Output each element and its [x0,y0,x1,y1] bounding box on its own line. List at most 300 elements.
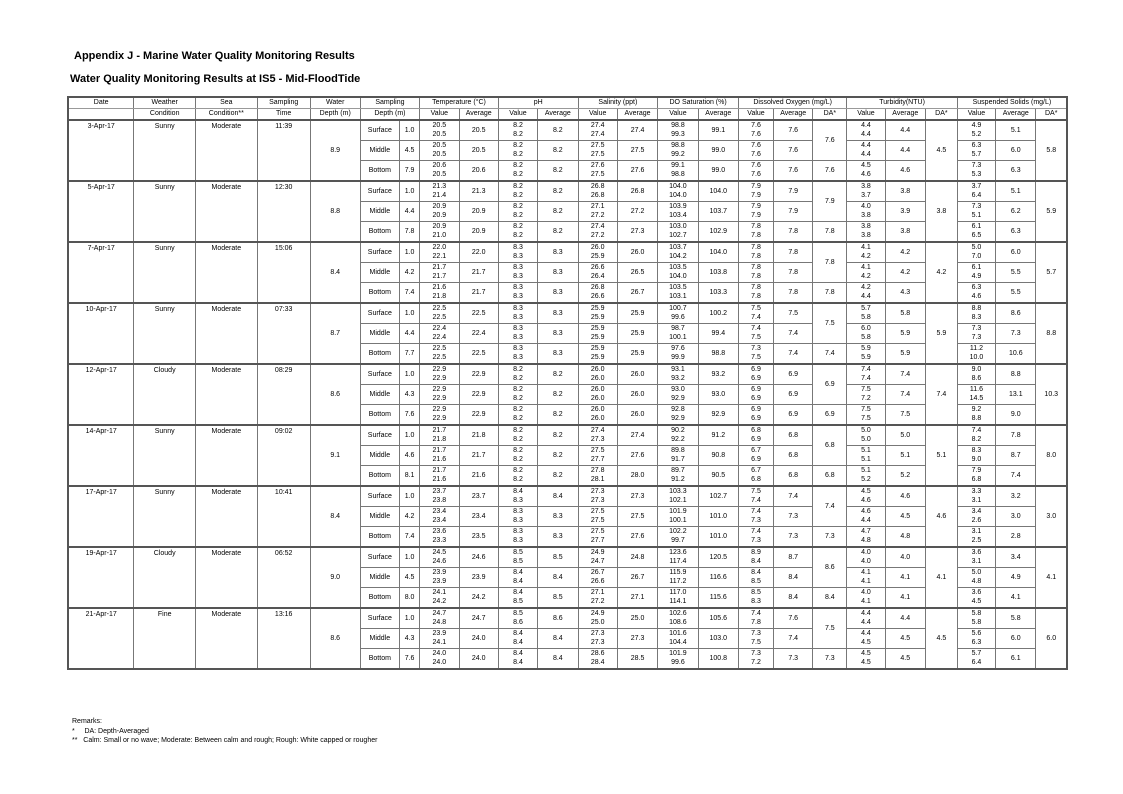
cell-turbidity-values [847,405,885,426]
cell-dissolved-oxygen-average: 6.9 [774,364,813,385]
cell-do-saturation-average: 99.1 [698,120,738,141]
cell-turbidity-average: 4.4 [885,141,925,161]
cell-level-name: Middle [360,202,399,222]
cell-ph-values-2: 8.6 [513,619,523,626]
table-row [68,181,1067,202]
cell-ph-values-1: 8.2 [513,142,523,149]
cell-do-saturation-values-2: 93.2 [671,375,685,382]
cell-do-saturation-values [658,202,698,222]
cell-do-saturation-values [658,242,698,263]
cell-salinity-average: 27.3 [617,629,657,649]
cell-water-depth: 8.4 [310,486,360,547]
cell-temp-values-1: 21.7 [432,264,447,271]
cell-ph-values [498,263,537,283]
cell-dissolved-oxygen-values-1: 7.9 [751,183,761,190]
cell-level-name: Surface [360,120,399,141]
cell-dissolved-oxygen-average: 8.4 [774,588,813,609]
cell-turbidity-values [847,446,885,466]
cell-salinity-values-2: 25.0 [590,619,605,626]
cell-dissolved-oxygen-values [738,425,773,446]
cell-ss-values-1: 5.0 [971,569,982,576]
cell-temp-values-2: 20.5 [432,151,447,158]
cell-turbidity-average: 5.1 [885,446,925,466]
cell-turbidity-values-1: 4.2 [861,284,871,291]
cell-turbidity-values-1: 4.6 [861,508,871,515]
header-weather: Weather [134,97,196,109]
cell-temp-values [420,222,459,243]
cell-do-saturation-average: 116.6 [698,568,738,588]
cell-ss-average: 5.8 [996,608,1036,629]
cell-turbidity-average: 7.5 [885,405,925,426]
cell-salinity-values-2: 25.9 [590,354,605,361]
cell-ph-average: 8.6 [538,608,578,629]
cell-ph-average: 8.3 [538,263,578,283]
cell-dissolved-oxygen-values-2: 7.9 [751,192,761,199]
header-sampling-depth: Sampling [360,97,420,109]
remarks-line-2: ** Calm: Small or no wave; Moderate: Between calm and rough; Rough: White capped or rougher [72,737,378,744]
cell-ss-values [957,446,995,466]
header-turbidity: Turbidity(NTU) [847,97,958,109]
cell-temp-values [420,364,459,385]
cell-ss-da: 6.0 [1036,608,1067,669]
cell-level-name: Bottom [360,466,399,487]
cell-ph-values-1: 8.4 [513,630,523,637]
cell-ss-values [957,588,995,609]
cell-ss-values-1: 5.0 [971,244,982,251]
cell-ph-average: 8.4 [538,568,578,588]
cell-temp-average: 21.7 [459,283,498,304]
cell-turbidity-average: 4.4 [885,120,925,141]
cell-level-depth: 1.0 [400,547,420,568]
cell-level-depth: 4.5 [400,141,420,161]
cell-sampling-time: 12:30 [257,181,310,242]
cell-ph-values-1: 8.2 [513,223,523,230]
cell-do-saturation-values [658,324,698,344]
cell-turbidity-average: 4.5 [885,629,925,649]
cell-level-depth: 4.6 [400,446,420,466]
cell-ph-values [498,466,537,487]
cell-ph-values [498,547,537,568]
cell-level-name: Bottom [360,222,399,243]
cell-salinity-values-1: 26.6 [590,264,605,271]
cell-salinity-values [578,527,617,548]
cell-ss-values-2: 5.8 [971,619,982,626]
cell-do-saturation-values-2: 117.4 [669,558,687,565]
cell-level-name: Bottom [360,588,399,609]
cell-turbidity-values-2: 5.1 [861,456,871,463]
cell-do-saturation-average: 103.7 [698,202,738,222]
cell-temp-values-2: 24.0 [432,659,447,666]
cell-salinity-values-1: 27.4 [590,122,605,129]
cell-ph-average: 8.3 [538,242,578,263]
cell-ss-values-2: 4.8 [971,578,982,585]
cell-ss-values-1: 4.9 [971,122,982,129]
cell-ph-values-1: 8.2 [513,386,523,393]
cell-do-saturation-values-1: 97.6 [671,345,685,352]
cell-ss-values [957,161,995,182]
cell-do-saturation-values-2: 99.7 [671,537,685,544]
cell-salinity-values [578,141,617,161]
cell-temp-values [420,568,459,588]
cell-turbidity-values-2: 4.1 [861,578,871,585]
cell-ss-da: 5.9 [1036,181,1067,242]
cell-do-saturation-values-1: 103.5 [669,264,687,271]
cell-ph-values [498,588,537,609]
cell-salinity-values-1: 27.5 [590,142,605,149]
cell-ss-values [957,303,995,324]
table-row [68,608,1067,629]
cell-ss-values-1: 6.3 [971,142,982,149]
cell-level-name: Bottom [360,283,399,304]
cell-salinity-values-1: 27.6 [590,162,605,169]
cell-do-saturation-values [658,385,698,405]
cell-do-saturation-values-2: 91.7 [671,456,685,463]
cell-level-depth: 1.0 [400,181,420,202]
cell-salinity-values-1: 26.0 [590,406,605,413]
cell-do-saturation-values-1: 103.9 [669,203,687,210]
cell-salinity-values [578,405,617,426]
cell-dissolved-oxygen-values-1: 6.8 [751,427,761,434]
cell-salinity-values-1: 27.1 [590,203,605,210]
cell-dissolved-oxygen-values [738,527,773,548]
cell-ss-average: 5.1 [996,181,1036,202]
cell-dissolved-oxygen-values [738,568,773,588]
cell-salinity-values-1: 27.3 [590,488,605,495]
cell-dissolved-oxygen-values [738,161,773,182]
cell-turbidity-average: 5.9 [885,344,925,365]
cell-do-saturation-values [658,344,698,365]
cell-turbidity-da: 7.4 [925,364,957,425]
cell-temp-values [420,588,459,609]
cell-ss-values [957,466,995,487]
cell-do-saturation-values-2: 103.4 [669,212,687,219]
cell-temp-values-1: 24.1 [432,589,447,596]
cell-salinity-values [578,222,617,243]
cell-ss-values [957,527,995,548]
cell-salinity-values-2: 27.7 [590,537,605,544]
cell-dissolved-oxygen-average: 6.8 [774,425,813,446]
cell-level-depth: 4.3 [400,629,420,649]
cell-ss-values [957,405,995,426]
cell-turbidity-values-2: 5.8 [861,314,871,321]
cell-temp-values [420,344,459,365]
cell-salinity-average: 27.4 [617,425,657,446]
cell-ph-average: 8.4 [538,486,578,507]
cell-ph-values [498,303,537,324]
cell-ss-average: 3.4 [996,547,1036,568]
page-title: Appendix J - Marine Water Quality Monitoring Results [74,50,355,62]
cell-salinity-values-2: 27.2 [590,232,605,239]
cell-turbidity-values [847,303,885,324]
cell-dissolved-oxygen-values-1: 7.6 [751,122,761,129]
cell-salinity-values-2: 26.0 [590,395,605,402]
header-ph: pH [498,97,578,109]
cell-turbidity-values-2: 5.0 [861,436,871,443]
cell-ss-values [957,364,995,385]
cell-level-depth: 1.0 [400,486,420,507]
cell-salinity-values-2: 27.2 [590,212,605,219]
cell-do-saturation-values-2: 100.1 [669,334,687,341]
cell-ss-values-2: 6.4 [971,659,982,666]
cell-weather: Fine [134,608,196,669]
cell-ss-values-2: 9.0 [971,456,982,463]
cell-dissolved-oxygen-values-1: 7.4 [751,325,761,332]
cell-turbidity-values [847,527,885,548]
cell-dissolved-oxygen-values [738,608,773,629]
cell-do-saturation-average: 90.5 [698,466,738,487]
cell-do-saturation-values-2: 102.7 [669,232,687,239]
cell-do-saturation-values-1: 101.9 [669,650,687,657]
water-quality-table [67,96,1068,670]
cell-temp-values [420,547,459,568]
cell-dissolved-oxygen-values-2: 7.6 [751,151,761,158]
cell-turbidity-values [847,181,885,202]
cell-ss-average: 6.1 [996,649,1036,670]
cell-sea-condition: Moderate [196,547,258,608]
cell-level-name: Middle [360,385,399,405]
cell-do-saturation-values-2: 91.2 [671,476,685,483]
cell-do-saturation-values-1: 104.0 [669,183,687,190]
cell-dissolved-oxygen-values [738,202,773,222]
cell-ss-average: 10.6 [996,344,1036,365]
cell-salinity-values-1: 26.8 [590,284,605,291]
cell-turbidity-da: 4.2 [925,242,957,303]
cell-do-saturation-values-1: 123.6 [669,549,687,556]
cell-ph-values-2: 8.2 [513,456,523,463]
cell-turbidity-values-2: 4.0 [861,558,871,565]
cell-temp-average: 22.9 [459,405,498,426]
cell-level-name: Surface [360,242,399,263]
cell-do-saturation-values-1: 115.9 [669,569,687,576]
cell-dissolved-oxygen-average: 7.8 [774,283,813,304]
cell-ss-da: 4.1 [1036,547,1067,608]
cell-temp-average: 21.6 [459,466,498,487]
cell-turbidity-average: 5.8 [885,303,925,324]
cell-turbidity-values [847,364,885,385]
cell-salinity-values-2: 27.2 [590,598,605,605]
cell-salinity-values-2: 27.4 [590,131,605,138]
cell-do-saturation-values-2: 99.3 [671,131,685,138]
cell-temp-average: 20.9 [459,202,498,222]
cell-temp-values-1: 20.5 [432,142,447,149]
cell-do-saturation-values-2: 98.8 [671,171,685,178]
cell-turbidity-values-2: 3.7 [861,192,871,199]
cell-ph-values [498,425,537,446]
cell-ss-average: 3.2 [996,486,1036,507]
cell-salinity-values-1: 26.0 [590,366,605,373]
cell-temp-values-2: 22.9 [432,395,447,402]
cell-do-saturation-values-1: 98.8 [671,122,685,129]
cell-salinity-average: 25.9 [617,344,657,365]
cell-do-saturation-values-2: 92.9 [671,415,685,422]
cell-dissolved-oxygen-values [738,120,773,141]
cell-ph-values-1: 8.3 [513,284,523,291]
cell-level-depth: 1.0 [400,425,420,446]
cell-ph-values [498,222,537,243]
cell-ph-values-2: 8.3 [513,354,523,361]
cell-ss-values [957,242,995,263]
cell-dissolved-oxygen-values-2: 7.8 [751,232,761,239]
cell-turbidity-values-1: 4.4 [861,610,871,617]
cell-ss-values [957,181,995,202]
cell-ss-average: 5.1 [996,120,1036,141]
cell-level-depth: 1.0 [400,242,420,263]
table-row [68,486,1067,507]
cell-level-depth: 8.1 [400,466,420,487]
cell-salinity-values-1: 25.9 [590,305,605,312]
cell-turbidity-da: 4.5 [925,608,957,669]
cell-ph-values-1: 8.3 [513,325,523,332]
cell-salinity-values-1: 27.4 [590,427,605,434]
cell-salinity-values [578,385,617,405]
cell-temp-values-2: 23.8 [432,497,447,504]
cell-ph-average: 8.2 [538,120,578,141]
cell-weather: Sunny [134,425,196,486]
cell-ph-values-1: 8.3 [513,244,523,251]
header-suspended-solids: Suspended Solids (mg/L) [957,97,1067,109]
cell-temp-values [420,242,459,263]
cell-dissolved-oxygen-values-2: 7.5 [751,354,761,361]
cell-turbidity-values-1: 7.5 [861,386,871,393]
cell-dissolved-oxygen-values [738,303,773,324]
cell-ss-average: 6.0 [996,141,1036,161]
cell-ss-values-2: 6.5 [971,232,982,239]
cell-temp-values-2: 24.1 [432,639,447,646]
cell-dissolved-oxygen-values [738,263,773,283]
cell-temp-values [420,385,459,405]
cell-salinity-values-1: 24.9 [590,610,605,617]
cell-level-name: Surface [360,364,399,385]
cell-ph-average: 8.3 [538,344,578,365]
cell-dissolved-oxygen-values-1: 8.9 [751,549,761,556]
cell-salinity-values-2: 26.6 [590,578,605,585]
cell-do-saturation-values-1: 99.1 [671,162,685,169]
cell-turbidity-values-2: 4.6 [861,497,871,504]
cell-dissolved-oxygen-values-2: 7.8 [751,619,761,626]
cell-do-saturation-average: 100.2 [698,303,738,324]
cell-ss-values-2: 7.3 [971,334,982,341]
cell-dissolved-oxygen-average: 7.8 [774,242,813,263]
cell-ss-average: 6.3 [996,222,1036,243]
cell-salinity-values [578,161,617,182]
cell-salinity-average: 28.0 [617,466,657,487]
cell-dissolved-oxygen-values-2: 8.3 [751,598,761,605]
table-row [68,303,1067,324]
cell-ph-values-2: 8.3 [513,253,523,260]
cell-ph-values-1: 8.4 [513,569,523,576]
cell-temp-average: 23.7 [459,486,498,507]
cell-do-saturation-average: 104.0 [698,181,738,202]
cell-temp-average: 20.6 [459,161,498,182]
cell-dissolved-oxygen-values-2: 7.3 [751,537,761,544]
cell-turbidity-average: 4.6 [885,161,925,182]
cell-turbidity-values-2: 4.4 [861,517,871,524]
cell-turbidity-average: 3.9 [885,202,925,222]
cell-dissolved-oxygen-values [738,222,773,243]
subheader-da: DA* [1036,109,1067,121]
header-sampling-depth-2: Depth (m) [360,109,420,121]
cell-dissolved-oxygen-average: 6.9 [774,385,813,405]
cell-temp-values-1: 22.9 [432,406,447,413]
cell-date: 19-Apr-17 [68,547,134,608]
cell-dissolved-oxygen-da-bottom: 8.4 [813,588,847,609]
cell-temp-values-1: 21.7 [432,427,447,434]
cell-temp-average: 22.5 [459,344,498,365]
cell-level-depth: 4.2 [400,263,420,283]
cell-temp-values-1: 21.7 [432,467,447,474]
cell-dissolved-oxygen-da-bottom: 6.9 [813,405,847,426]
cell-ss-values [957,283,995,304]
cell-do-saturation-average: 93.2 [698,364,738,385]
cell-ph-values-2: 8.4 [513,639,523,646]
cell-dissolved-oxygen-values-2: 7.6 [751,171,761,178]
cell-salinity-values-2: 27.5 [590,151,605,158]
cell-do-saturation-values [658,568,698,588]
cell-do-saturation-values-1: 102.6 [669,610,687,617]
cell-salinity-values [578,629,617,649]
cell-ph-average: 8.2 [538,141,578,161]
cell-water-depth: 8.9 [310,120,360,181]
cell-ph-values [498,405,537,426]
cell-turbidity-values [847,161,885,182]
cell-salinity-values [578,588,617,609]
cell-level-name: Middle [360,141,399,161]
cell-turbidity-values-2: 5.2 [861,476,871,483]
cell-dissolved-oxygen-values [738,507,773,527]
cell-salinity-average: 25.9 [617,303,657,324]
cell-dissolved-oxygen-da: 7.5 [813,303,847,344]
cell-weather: Sunny [134,120,196,181]
header-water-depth: Water [310,97,360,109]
cell-salinity-values-2: 27.5 [590,517,605,524]
cell-salinity-values-1: 26.7 [590,569,605,576]
cell-ss-values-1: 3.3 [971,488,982,495]
header-date: Date [68,97,134,109]
cell-turbidity-values-1: 5.1 [861,447,871,454]
cell-level-depth: 4.5 [400,568,420,588]
header-sampling-time-2: Time [257,109,310,121]
cell-do-saturation-values [658,263,698,283]
cell-salinity-values-1: 24.9 [590,549,605,556]
cell-turbidity-values [847,141,885,161]
cell-ss-values [957,222,995,243]
cell-turbidity-values-2: 4.1 [861,598,871,605]
cell-salinity-average: 26.0 [617,405,657,426]
cell-do-saturation-values [658,364,698,385]
cell-salinity-values-2: 26.6 [590,293,605,300]
cell-salinity-average: 26.7 [617,283,657,304]
cell-do-saturation-values-2: 103.1 [669,293,687,300]
cell-turbidity-average: 4.1 [885,588,925,609]
cell-salinity-average: 26.0 [617,385,657,405]
header-dissolved-oxygen: Dissolved Oxygen (mg/L) [738,97,846,109]
cell-dissolved-oxygen-average: 7.9 [774,202,813,222]
cell-temp-values-1: 23.9 [432,569,447,576]
cell-dissolved-oxygen-values [738,181,773,202]
cell-dissolved-oxygen-values [738,405,773,426]
cell-do-saturation-values [658,161,698,182]
cell-dissolved-oxygen-values-1: 6.9 [751,406,761,413]
cell-turbidity-values-1: 4.5 [861,650,871,657]
remarks-heading: Remarks: [72,718,102,725]
cell-ss-values-1: 5.7 [971,650,982,657]
cell-temp-values-2: 22.4 [432,334,447,341]
cell-temp-values [420,283,459,304]
cell-sampling-time: 13:16 [257,608,310,669]
cell-ss-values [957,547,995,568]
subheader-average: Average [996,109,1036,121]
cell-salinity-values [578,202,617,222]
